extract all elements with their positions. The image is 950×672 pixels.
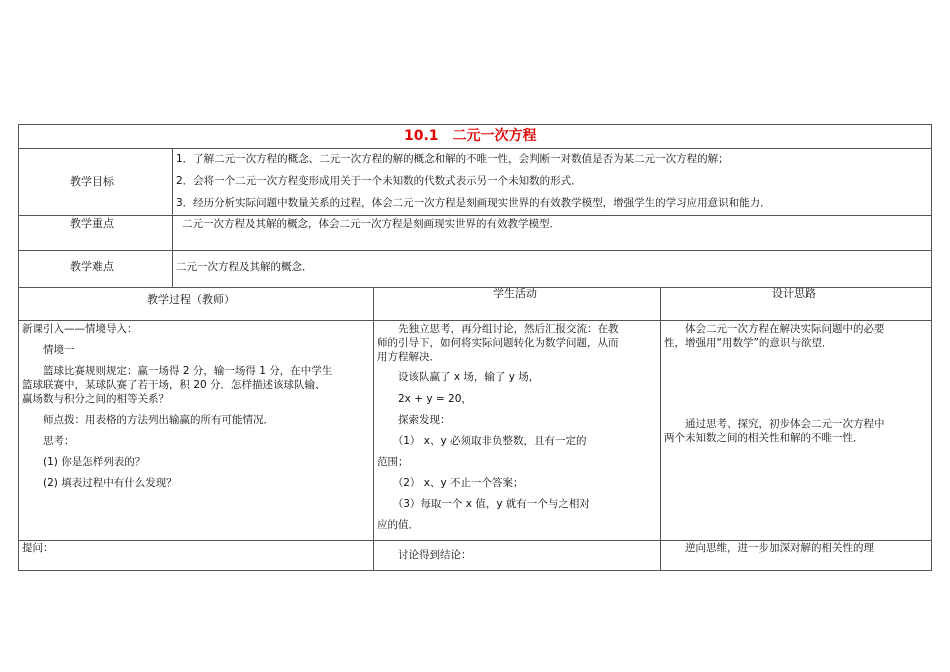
student-line: 先独立思考，再分组讨论，然后汇报交流：在教 — [377, 323, 619, 335]
last-row-student: 讨论得到结论： — [377, 549, 472, 561]
student-line: 师的引导下，如何将实际问题转化为数学问题，从而 — [377, 337, 619, 349]
student-line: 探索发现： — [377, 414, 451, 426]
column-header-teacher: 教学过程（教师） — [147, 293, 235, 306]
teacher-line: 情境一 — [22, 344, 75, 356]
divider — [18, 148, 932, 149]
difficulty-label: 教学难点 — [70, 260, 114, 273]
student-line: （3）每取一个 x 值，y 就有一个与之相对 — [377, 498, 590, 510]
divider — [18, 124, 19, 571]
divider — [18, 215, 932, 216]
student-line: 用方程解决． — [377, 351, 440, 363]
student-line: （1） x、y 必须取非负整数，且有一定的 — [377, 435, 587, 447]
teacher-line: (2) 填表过程中有什么发现？ — [22, 477, 177, 489]
divider — [172, 148, 173, 287]
last-row-teacher: 提问： — [22, 542, 54, 554]
divider — [18, 570, 932, 571]
teacher-line: (1) 你是怎样列表的？ — [22, 456, 146, 468]
divider — [373, 287, 374, 571]
teacher-line: 赢场数与积分之间的相等关系？ — [22, 393, 169, 405]
teacher-line: 篮球联赛中，某球队赛了若干场，积 20 分．怎样描述该球队输、 — [22, 379, 326, 391]
design-line: 体会二元一次方程在解决实际问题中的必要 — [664, 323, 885, 335]
design-line: 两个未知数之间的相关性和解的不唯一性． — [664, 432, 864, 444]
column-header-design: 设计思路 — [772, 287, 816, 300]
student-line: 2x + y = 20， — [377, 393, 472, 405]
design-line: 通过思考、探究，初步体会二元一次方程中 — [664, 418, 885, 430]
last-row-design: 逆向思维，进一步加深对解的相关性的理 — [664, 542, 874, 554]
teacher-line: 思考： — [22, 435, 75, 447]
difficulty-text: 二元一次方程及其解的概念． — [176, 261, 313, 273]
design-line: 性，增强用“用数学”的意识与欲望． — [664, 337, 833, 349]
objective-item: 1．了解二元一次方程的概念、二元一次方程的解的概念和解的不唯一性，会判断一对数值是否为某二元一次方程的解； — [176, 153, 729, 165]
teacher-line: 新课引入——情境导入： — [22, 323, 138, 335]
student-line: 应的值． — [377, 519, 419, 531]
key-points-label: 教学重点 — [70, 217, 114, 230]
divider — [18, 250, 932, 251]
objective-item: 2．会将一个二元一次方程变形成用关于一个未知数的代数式表示另一个未知数的形式． — [176, 175, 582, 187]
divider — [18, 124, 932, 125]
student-line: （2） x、y 不止一个答案； — [377, 477, 524, 489]
divider — [931, 124, 932, 571]
divider — [18, 320, 932, 321]
objectives-label: 教学目标 — [70, 175, 114, 188]
page-title: 10.1 二元一次方程 — [404, 128, 537, 144]
student-line: 范围； — [377, 456, 409, 468]
column-header-student: 学生活动 — [493, 287, 537, 300]
teacher-line: 篮球比赛规则规定：赢一场得 2 分，输一场得 1 分，在中学生 — [22, 365, 333, 377]
objective-item: 3．经历分析实际问题中数量关系的过程，体会二元一次方程是刻画现实世界的有效教学模型，增强学生的学习应用意识和能力． — [176, 197, 771, 209]
student-line: 设该队赢了 x 场，输了 y 场， — [377, 371, 540, 383]
key-points-text: 二元一次方程及其解的概念，体会二元一次方程是刻画现实世界的有效教学模型． — [182, 218, 560, 230]
teacher-line: 师点拨：用表格的方法列出输赢的所有可能情况． — [22, 414, 274, 426]
divider — [660, 287, 661, 571]
